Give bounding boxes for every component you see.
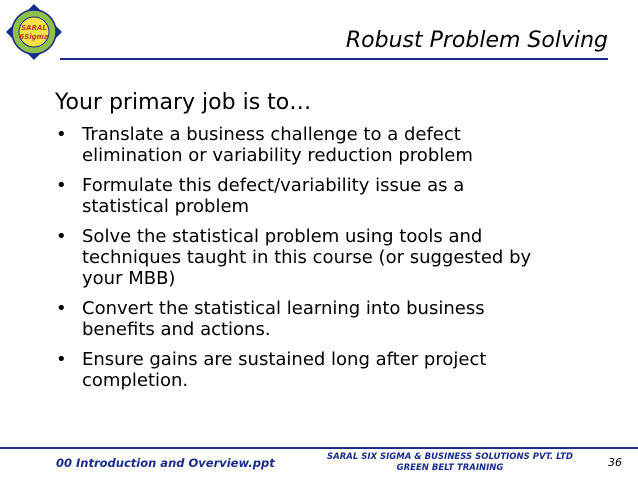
bullet-text: Translate a business challenge to a defect elimination or variability reduction problem <box>82 124 473 166</box>
logo-text-line1: SARAL <box>21 24 47 32</box>
saral-6sigma-logo <box>4 2 64 62</box>
bullet-dot-icon: • <box>56 226 67 247</box>
bullet-dot-icon: • <box>56 124 67 145</box>
logo-text-line2: 6Sigma <box>19 33 49 41</box>
bullet-dot-icon: • <box>56 175 67 196</box>
footer-company-line1: SARAL SIX SIGMA & BUSINESS SOLUTIONS PVT. LTD <box>327 452 573 462</box>
bullet-item <box>56 226 556 289</box>
footer-divider <box>0 447 638 449</box>
bullet-text: Formulate this defect/variability issue as a statistical problem <box>82 175 465 217</box>
bullet-dot-icon: • <box>56 298 67 319</box>
bullet-list <box>56 124 556 400</box>
bullet-item <box>56 124 556 166</box>
slide-title: Robust Problem Solving <box>345 28 608 53</box>
footer-file-name: 00 Introduction and Overview.ppt <box>56 456 275 470</box>
bullet-text: Ensure gains are sustained long after project completion. <box>82 349 487 391</box>
header-divider <box>60 58 608 60</box>
footer-company-line2: GREEN BELT TRAINING <box>396 463 504 473</box>
bullet-item <box>56 298 556 340</box>
footer-company <box>310 452 590 474</box>
bullet-item <box>56 175 556 217</box>
bullet-text: Convert the statistical learning into business benefits and actions. <box>82 298 485 340</box>
page-number: 36 <box>608 456 622 469</box>
bullet-text: Solve the statistical problem using tools and techniques taught in this course (or suggested by your MBB) <box>82 226 532 289</box>
slide-heading: Your primary job is to… <box>55 90 312 115</box>
bullet-item <box>56 349 556 391</box>
bullet-dot-icon: • <box>56 349 67 370</box>
